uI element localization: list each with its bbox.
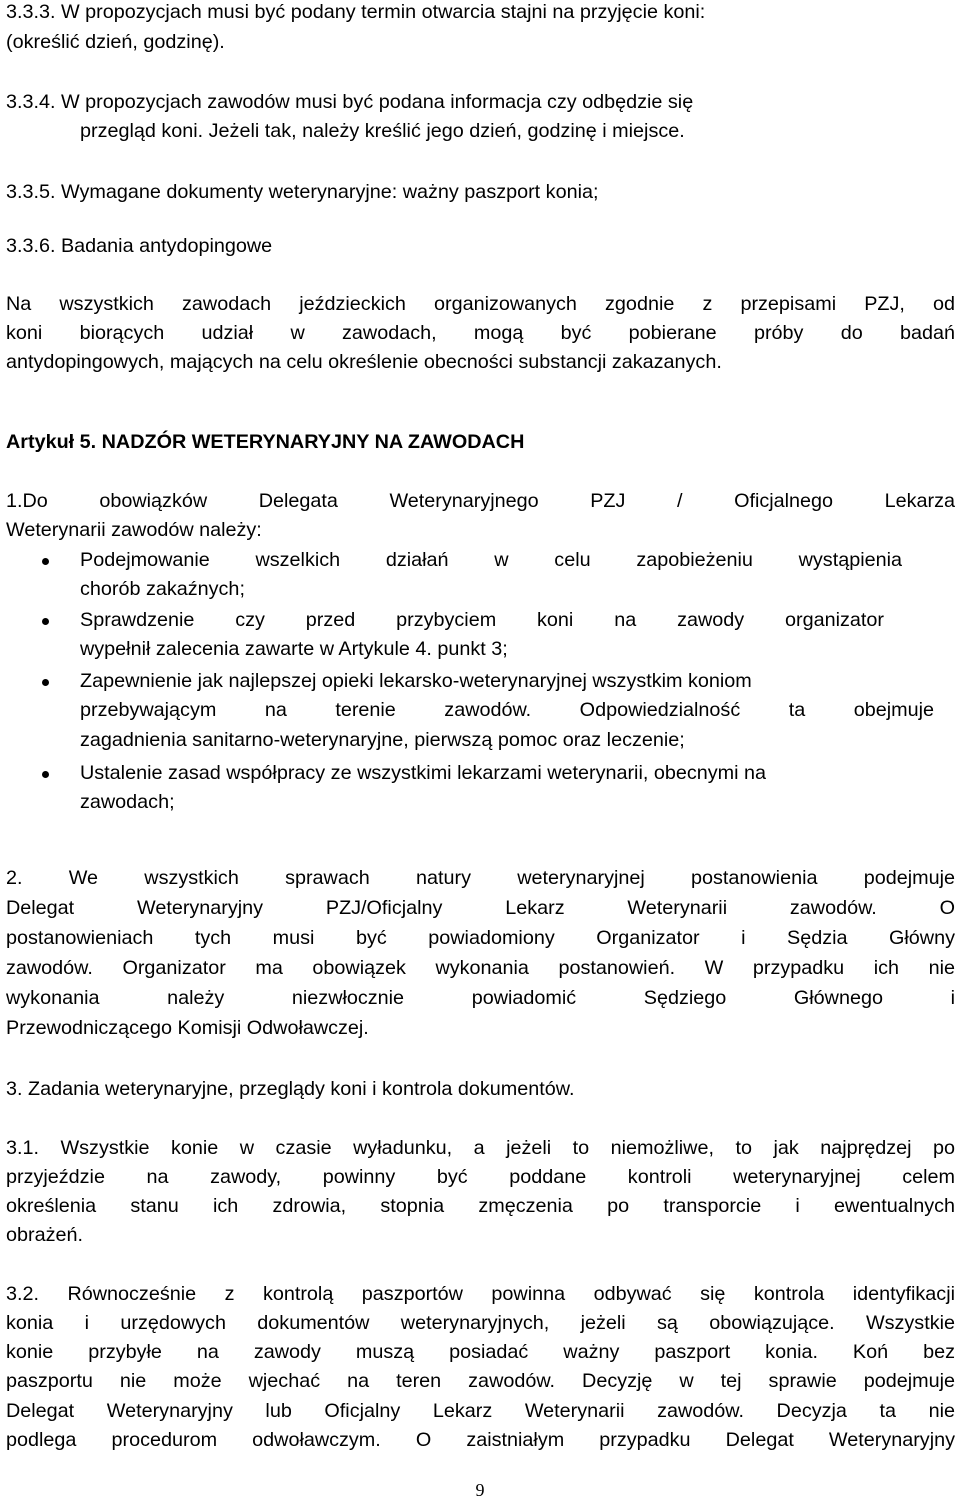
bullet-3-line-3: zagadnienia sanitarno-weterynaryjne, pierwszą pomoc oraz leczenie; [80, 729, 685, 751]
point-1-line-2: Weterynarii zawodów należy: [6, 519, 262, 541]
article-5-heading: Artykuł 5. NADZÓR WETERYNARYJNY NA ZAWODACH [6, 431, 525, 453]
point-3-1-line-1: 3.1. Wszystkie konie w czasie wyładunku, a jeżeli to niemożliwe, to jak najprędzej po [6, 1137, 955, 1159]
point-3-2-line-4: paszportu nie może wjechać na teren zawodów. Decyzję w tej sprawie podejmuje [6, 1370, 955, 1392]
bullet-dot-1 [42, 558, 49, 565]
bullet-4-line-2: zawodach; [80, 791, 175, 813]
point-3-2-line-3: konie przybyłe na zawody muszą posiadać ważny paszport konia. Koń bez [6, 1341, 955, 1363]
section-3-3-4-line-1: 3.3.4. W propozycjach zawodów musi być podana informacja czy odbędzie się [6, 91, 694, 113]
section-3-3-3-line-2: (określić dzień, godzinę). [6, 31, 225, 53]
point-2-line-2: Delegat Weterynaryjny PZJ/Oficjalny Lekarz Weterynarii zawodów. O [6, 897, 955, 919]
point-3-1-line-2: przyjeździe na zawody, powinny być poddane kontroli weterynaryjnej celem [6, 1166, 955, 1188]
point-3-2-line-2: konia i urzędowych dokumentów weterynaryjnych, jeżeli są obowiązujące. Wszystkie [6, 1312, 955, 1334]
bullet-1-line-1: Podejmowanie wszelkich działań w celu zapobieżeniu wystąpienia [80, 549, 902, 571]
point-1-line-1: 1.Do obowiązków Delegata Weterynaryjnego PZJ / Oficjalnego Lekarza [6, 490, 955, 512]
bullet-2-line-1: Sprawdzenie czy przed przybyciem koni na zawody organizator [80, 609, 884, 631]
bullet-3-line-2: przebywającym na terenie zawodów. Odpowiedzialność ta obejmuje [80, 699, 934, 721]
point-3-heading: 3. Zadania weterynaryjne, przeglądy koni i kontrola dokumentów. [6, 1078, 575, 1100]
point-2-line-6: Przewodniczącego Komisji Odwoławczej. [6, 1017, 369, 1039]
point-2-line-1: 2. We wszystkich sprawach natury weterynaryjnej postanowienia podejmuje [6, 867, 955, 889]
bullet-1-line-2: chorób zakaźnych; [80, 578, 245, 600]
point-3-2-line-1: 3.2. Równocześnie z kontrolą paszportów powinna odbywać się kontrola identyfikacji [6, 1283, 955, 1305]
antidoping-line-2: koni biorących udział w zawodach, mogą być pobierane próby do badań [6, 322, 955, 344]
section-3-3-5: 3.3.5. Wymagane dokumenty weterynaryjne: ważny paszport konia; [6, 181, 599, 203]
point-2-line-4: zawodów. Organizator ma obowiązek wykonania postanowień. W przypadku ich nie [6, 957, 955, 979]
section-3-3-6-heading: 3.3.6. Badania antydopingowe [6, 235, 273, 257]
point-3-2-line-6: podlega procedurom odwoławczym. O zaistniałym przypadku Delegat Weterynaryjny [6, 1429, 955, 1451]
section-3-3-4-line-2: przegląd koni. Jeżeli tak, należy kreślić jego dzień, godzinę i miejsce. [80, 120, 685, 142]
bullet-2-line-2: wypełnił zalecenia zawarte w Artykule 4. punkt 3; [80, 638, 508, 660]
bullet-4-line-1: Ustalenie zasad współpracy ze wszystkimi lekarzami weterynarii, obecnymi na [80, 762, 766, 784]
point-3-1-line-3: określenia stanu ich zdrowia, stopnia zmęczenia po transporcie i ewentualnych [6, 1195, 955, 1217]
bullet-dot-4 [42, 771, 49, 778]
point-2-line-3: postanowieniach tych musi być powiadomiony Organizator i Sędzia Główny [6, 927, 955, 949]
point-2-line-5: wykonania należy niezwłocznie powiadomić Sędziego Głównego i [6, 987, 955, 1009]
page-number: 9 [475, 1480, 485, 1500]
bullet-3-line-1: Zapewnienie jak najlepszej opieki lekarsko-weterynaryjnej wszystkim koniom [80, 670, 752, 692]
point-3-1-line-4: obrażeń. [6, 1224, 83, 1246]
section-3-3-3-line-1: 3.3.3. W propozycjach musi być podany termin otwarcia stajni na przyjęcie koni: [6, 1, 706, 23]
bullet-dot-3 [42, 679, 49, 686]
bullet-dot-2 [42, 618, 49, 625]
antidoping-line-1: Na wszystkich zawodach jeździeckich organizowanych zgodnie z przepisami PZJ, od [6, 293, 955, 315]
point-3-2-line-5: Delegat Weterynaryjny lub Oficjalny Lekarz Weterynarii zawodów. Decyzja ta nie [6, 1400, 955, 1422]
antidoping-line-3: antydopingowych, mających na celu określenie obecności substancji zakazanych. [6, 351, 722, 373]
